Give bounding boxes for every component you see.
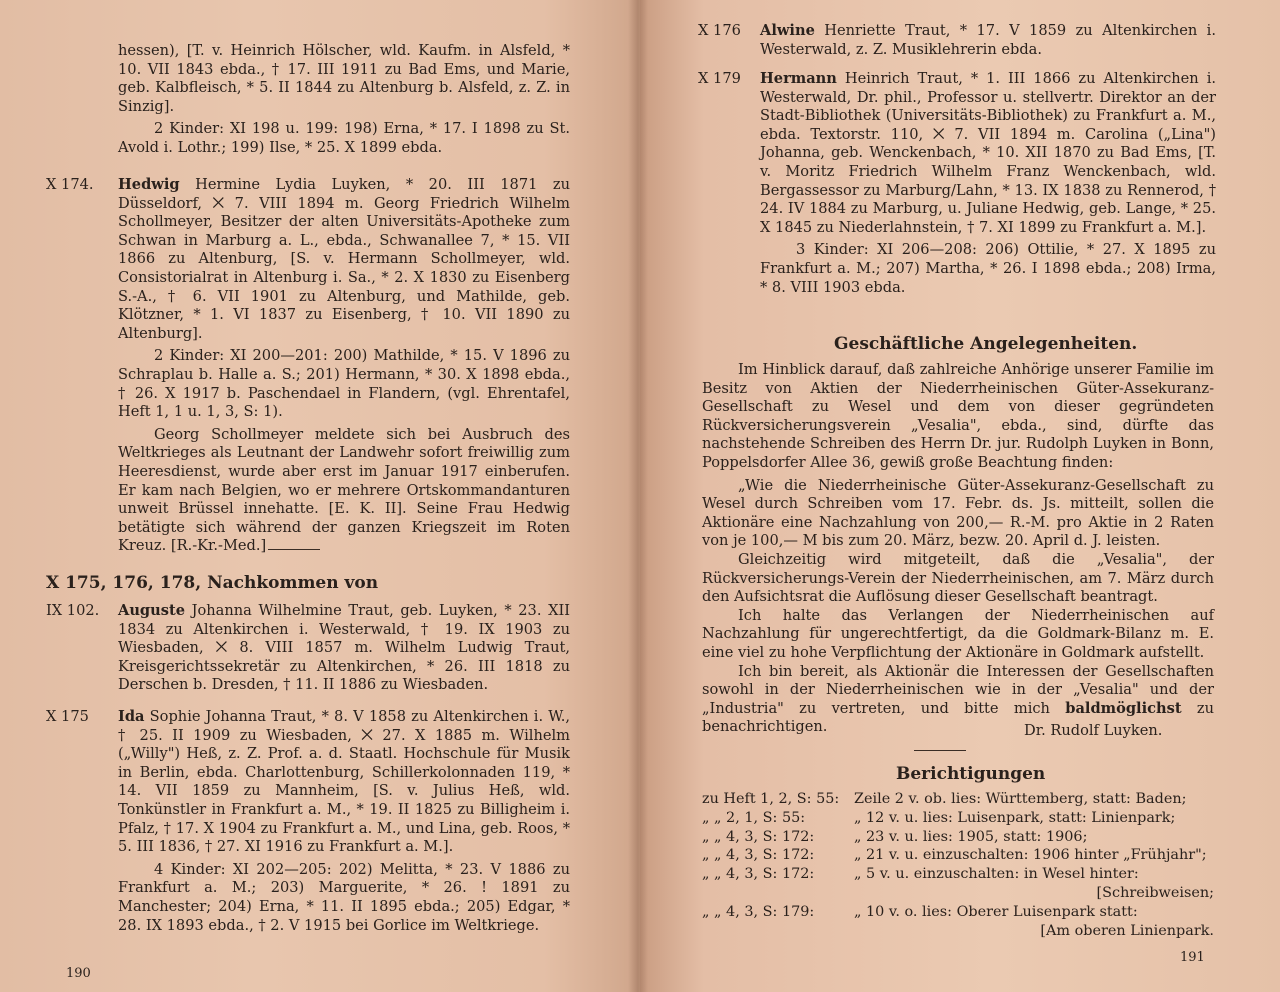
entry-text: Johanna Wilhelmine Traut, geb. Luyken, * 23. XII 1834 zu Altenkirchen i. Westerwald, † 19. IX 1903 zu Wiesbaden, ⨉ 8. VIII 1857 m. Wilhelm Ludwig Traut, Kreisgerichtssekretär zu Altenkirchen, * 26. III 1818 zu Derschen b. Dresden, † 11. II 1886 zu Wiesbaden.	[118, 602, 570, 694]
section-heading: X 175, 176, 178, Nachkommen von	[46, 573, 379, 593]
entry-note: Georg Schollmeyer meldete sich bei Ausbruch des Weltkrieges als Leutnant der Landwehr sofort freiwillig zum Heeresdienst, wurde aber erst im Januar 1917 einberufen. Er kam nach Belgien, wo er mehrere Ortskommandanturen unweit Brüssel innehatte. [E. K. II]. Seine Frau Hedwig betätigte sich während der ganzen Kriegszeit im Roten Kreuz. [R.-Kr.-Med.]	[118, 425, 570, 555]
right-page	[640, 0, 1280, 992]
entry-children: 3 Kinder: XI 206—208: 206) Ottilie, * 27. X 1895 zu Frankfurt a. M.; 207) Martha, * 26. I 1898 ebda.; 208) Irma, * 8. VIII 1903 ebda.	[760, 241, 1216, 296]
entry-text: Sophie Johanna Traut, * 8. V 1858 zu Altenkirchen i. W., † 25. II 1909 zu Wiesbaden, ⨉ 27. X 1885 m. Wilhelm („Willy") Heß, z. Z. Prof. a. d. Staatl. Hochschule für Musik in Berlin, ebda. Charlottenburg, Schillerkolonnaden 119, * 14. VII 1859 zu Mannheim, [S. v. Julius Heß, wld. Tonkünstler in Frankfurt a. M., * 19. II 1825 zu Billigheim i. Pfalz, † 17. X 1904 zu Frankfurt a. M., und Lina, geb. Roos, * 5. III 1836, † 27. XI 1916 zu Frankfurt a. M.].	[118, 708, 570, 856]
entry-text: Heinrich Traut, * 1. III 1866 zu Altenkirchen i. Westerwald, Dr. phil., Professor u. stellvertr. Direktor an der Stadt-Bibliothek (Universitäts-Bibliothek) zu Frankfurt a. M., ebda. Textorstr. 110, ⨉ 7. VII 1894 m. Carolina („Lina") Johanna, geb. Wenckenbach, * 10. XII 1870 zu Bad Ems, [T. v. Moritz Friedrich Wilhelm Franz Wenckenbach, wld. Bergassessor zu Marburg/Lahn, * 13. IX 1838 zu Rennerod, † 24. IV 1884 zu Marburg, u. Juliane Hedwig, geb. Lange, * 25. X 1845 zu Niederlahnstein, † 7. XI 1899 zu Frankfurt a. M.].	[760, 70, 1217, 236]
page-number: 190	[66, 966, 91, 981]
top-paragraph	[118, 42, 570, 158]
correction-row: „ „ 4, 3, S: 172: „ 23 v. u. lies: 1905, statt: 1906;	[702, 828, 1088, 845]
top-children: 2 Kinder: XI 198 u. 199: 198) Erna, * 17. I 1898 zu St. Avold i. Lothr.; 199) Ilse, * 25. X 1899 ebda.	[118, 120, 570, 156]
entry-name: Auguste	[118, 602, 185, 619]
correction-row: „ „ 4, 3, S: 172: „ 21 v. u. einzuschalten: 1906 hinter „Frühjahr";	[702, 847, 1207, 864]
divider	[268, 549, 320, 550]
correction-row: „ „ 2, 1, S: 55: „ 12 v. u. lies: Luisenpark, statt: Linienpark;	[702, 809, 1176, 826]
business-paragraph: Im Hinblick darauf, daß zahlreiche Anhörige unserer Familie im Besitz von Aktien der Niederrheinischen Güter-Assekuranz-Gesellschaft zu Wesel und dem von dieser gegründeten Rückversicherungsverein „Vesalia", ebda., sind, dürfte das nachstehende Schreiben des Herrn Dr. jur. Rudolph Luyken in Bonn, Poppelsdorfer Allee 36, gewiß große Beachtung finden:	[702, 361, 1214, 471]
business-p5-text: Ich bin bereit, als Aktionär die Interessen der Gesellschaften sowohl in der Niederrheinischen wie in der „Vesalia" und der „Industria" zu vertreten, und bitte mich	[702, 662, 1214, 717]
entry-body	[760, 22, 1216, 59]
entry-text: Hermine Lydia Luyken, * 20. III 1871 zu Düsseldorf, ⨉ 7. VIII 1894 m. Georg Friedrich Wilhelm Schollmeyer, Besitzer der alten Universitäts-Apotheke zum Schwan in Marburg a. L., ebda., Schwanallee 7, * 15. VII 1866 zu Altenburg, [S. v. Hermann Schollmeyer, wld. Consistorialrat in Altenburg i. Sa., * 2. X 1830 zu Eisenberg S.-A., † 6. VII 1901 zu Altenburg, und Mathilde, geb. Klötzner, * 1. VI 1837 zu Eisenberg, † 10. VII 1890 zu Altenburg].	[118, 176, 571, 342]
correction-row: [Schreibweisen;	[1096, 884, 1214, 901]
business-heading: Geschäftliche Angelegenheiten.	[834, 334, 1138, 354]
business-p5-emphasis: baldmöglichst	[1065, 699, 1182, 717]
entry-name: Hermann	[760, 70, 837, 87]
entry-number: X 179	[698, 70, 741, 87]
entry-number: IX 102.	[46, 602, 100, 619]
correction-row: „ „ 4, 3, S: 172: „ 5 v. u. einzuschalten: in Wesel hinter:	[702, 866, 1139, 883]
entry-body	[118, 176, 570, 556]
business-p5-end: zu benachrichtigen.	[702, 699, 1215, 736]
book-gutter	[628, 0, 648, 992]
top-paragraph-text: hessen), [T. v. Heinrich Hölscher, wld. Kaufm. in Alsfeld, * 10. VII 1843 ebda., † 17. III 1911 zu Bad Ems, und Marie, geb. Kalbfleisch, * 5. II 1844 zu Altenburg b. Alsfeld, z. Z. in Sinzig].	[118, 42, 570, 115]
page-number: 191	[1180, 950, 1205, 965]
entry-children: 4 Kinder: XI 202—205: 202) Melitta, * 23. V 1886 zu Frankfurt a. M.; 203) Marguerite, * 26. ! 1891 zu Manchester; 204) Erna, * 11. II 1895 ebda.; 205) Edgar, * 28. IX 1893 ebda., † 2. V 1915 bei Gorlice im Weltkriege.	[118, 860, 570, 934]
business-paragraph: Gleichzeitig wird mitgeteilt, daß die „Vesalia", der Rückversicherungs-Verein der Niederrheinischen, am 7. März durch den Aufsichtsrat die Auflösung dieser Gesellschaft beantragt.	[702, 550, 1214, 606]
entry-body	[760, 70, 1216, 297]
entry-body	[118, 708, 570, 935]
entry-text: Henriette Traut, * 17. V 1859 zu Altenkirchen i. Westerwald, z. Z. Musiklehrerin ebda.	[760, 22, 1216, 58]
business-section	[702, 361, 1214, 737]
entry-number: X 175	[46, 708, 89, 725]
correction-row: zu Heft 1, 2, S: 55: Zeile 2 v. ob. lies: Württemberg, statt: Baden;	[702, 791, 1187, 807]
business-paragraph: Ich halte das Verlangen der Niederrheinischen auf Nachzahlung für ungerechtfertigt, da die Goldmark-Bilanz m. E. eine viel zu hohe Verpflichtung der Aktionäre in Goldmark aufstellt.	[702, 606, 1214, 661]
entry-body	[118, 602, 570, 695]
correction-row: „ „ 4, 3, S: 179: „ 10 v. o. lies: Oberer Luisenpark statt:	[702, 903, 1138, 920]
entry-number: X 174.	[46, 176, 94, 193]
entry-name: Hedwig	[118, 176, 180, 193]
business-paragraph: „Wie die Niederrheinische Güter-Assekuranz-Gesellschaft zu Wesel durch Schreiben vom 17. Febr. ds. Js. mitteilt, sollen die Aktionäre eine Nachzahlung von 200,— R.-M. pro Aktie in 2 Raten von je 100,— M bis zum 20. März, bezw. 20. April d. J. leisten.	[702, 476, 1214, 550]
corrections-list	[702, 790, 1214, 940]
corrections-heading: Berichtigungen	[896, 764, 1046, 784]
entry-name: Alwine	[760, 22, 815, 39]
divider	[914, 750, 966, 751]
correction-row: [Am oberen Linienpark.	[1040, 922, 1214, 939]
entry-name: Ida	[118, 708, 145, 725]
entry-children: 2 Kinder: XI 200—201: 200) Mathilde, * 15. V 1896 zu Schraplau b. Halle a. S.; 201) Hermann, * 30. X 1898 ebda., † 26. X 1917 b. Paschendael in Flandern, (vgl. Ehrentafel, Heft 1, 1 u. 1, 3, S: 1).	[118, 347, 570, 421]
signature: Dr. Rudolf Luyken.	[1024, 722, 1163, 739]
entry-number: X 176	[698, 22, 741, 39]
